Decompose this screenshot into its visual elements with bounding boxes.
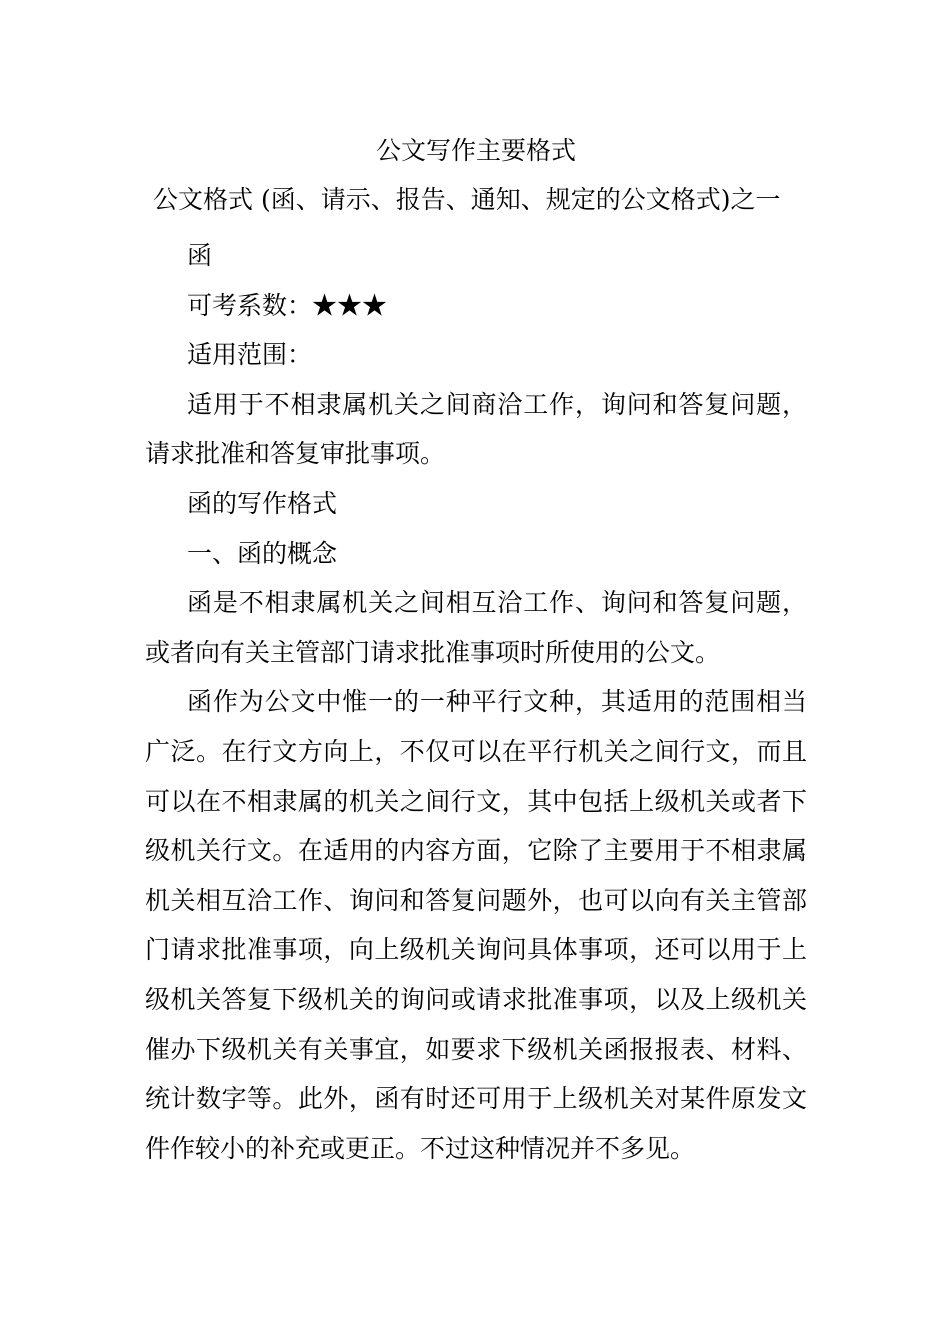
usage-paragraph: 函作为公文中惟一的一种平行文种，其适用的范围相当广泛。在行文方向上，不仅可以在平行机关之间行文，而且可以在不相隶属的机关之间行文，其中包括上级机关或者下级机关行文。在适用的内容方面，它除了主要用于不相隶属机关相互洽工作、询问和答复问题外，也可以向有关主管部门请求批准事项，向上级机关询问具体事项，还可以用于上级机关答复下级机关的询问或请求批准事项，以及上级机关催办下级机关有关事宜，如要求下级机关函报报表、材料、统计数字等。此外，函有时还可用于上级机关对某件原发文件作较小的补充或更正。不过这种情况并不多见。 <box>145 687 807 1163</box>
document-subtitle: 公文格式 (函、请示、报告、通知、规定的公文格式)之一 <box>153 185 781 214</box>
concept-heading: 一、函的概念 <box>187 538 338 568</box>
scope-paragraph: 适用于不相隶属机关之间商洽工作，询问和答复问题，请求批准和答复审批事项。 <box>145 389 807 469</box>
section-label-han: 函 <box>187 241 213 270</box>
document-body <box>145 231 807 1173</box>
format-heading: 函的写作格式 <box>187 488 338 518</box>
concept-paragraph: 函是不相隶属机关之间相互洽工作、询问和答复问题，或者向有关主管部门请求批准事项时所使用的公文。 <box>145 588 807 667</box>
document-title: 公文写作主要格式 <box>375 136 576 165</box>
exam-rating: 可考系数：★★★ <box>187 290 388 320</box>
scope-heading: 适用范围： <box>187 340 313 370</box>
